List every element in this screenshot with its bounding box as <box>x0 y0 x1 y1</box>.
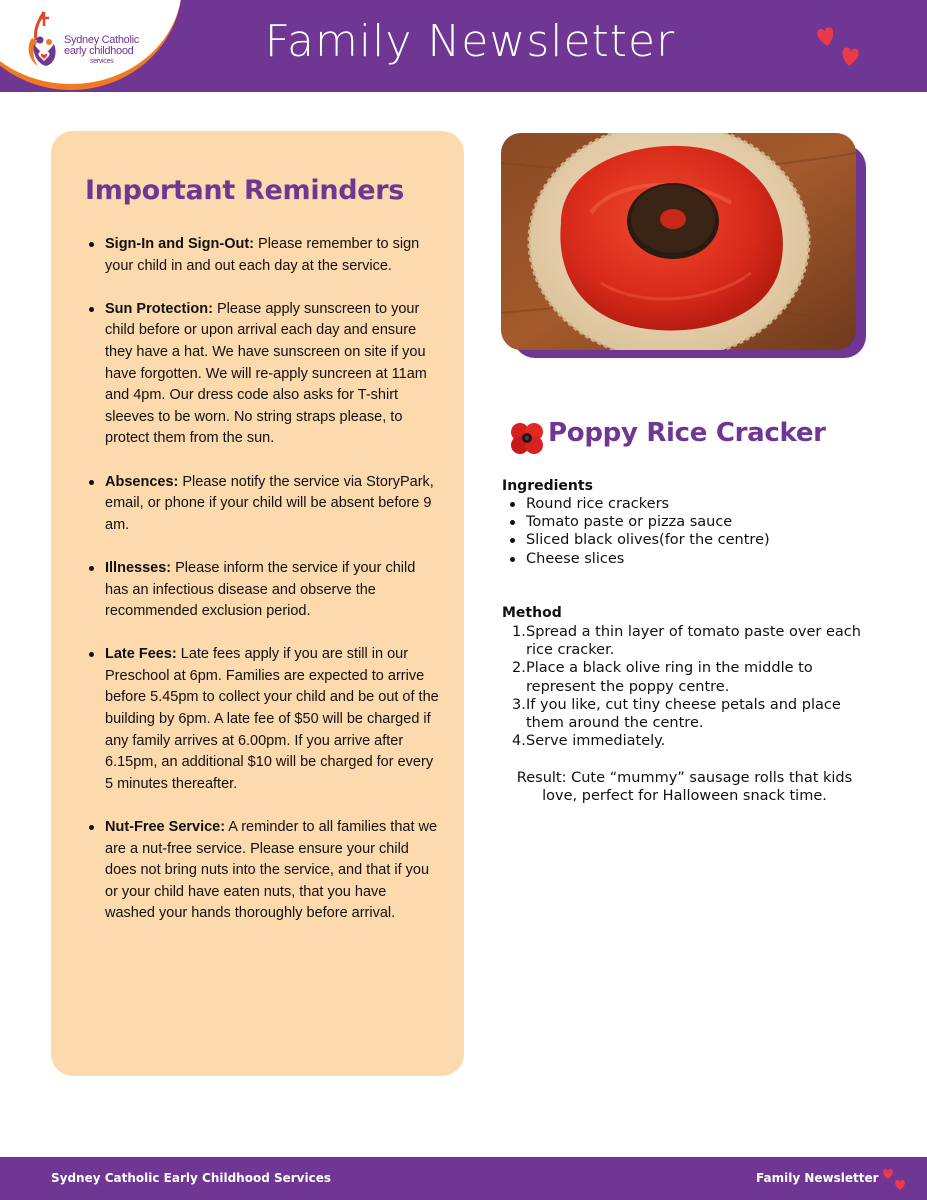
list-item: Sliced black olives(for the centre) <box>502 531 770 549</box>
reminder-text: Please inform the service if your child has an infectious disease and observe the recommended exclusion period. <box>105 559 416 620</box>
reminder-text: Please apply sunscreen to your child before or upon arrival each day and ensure they have a hat. We have sunscreen on site if you have forgotten. We will re-apply suncreen at 11am and 4pm. Our dress code also asks for T-shirt sleeves to be worn. No string straps please, to protect them from the sun. <box>105 300 427 447</box>
logo-line-2: early childhood <box>64 45 134 57</box>
reminder-text: Late fees apply if you are still in our Preschool at 6pm. Families are expected to arrive before 5.45pm to collect your child and be out of the building by 6pm. A late fee of $50 will be charged if any family arrives at 6.00pm. If you arrive after 6.15pm, an additional $10 will be charged for every 5 minutes thereafter. <box>105 646 439 792</box>
heart-icon <box>880 1166 908 1192</box>
logo-line-1: Sydney Catholic <box>64 34 139 46</box>
reminders-list <box>85 234 440 947</box>
list-item: Cheese slices <box>502 550 770 568</box>
reminders-title: Important Reminders <box>85 175 405 206</box>
reminder-label: Absences: <box>105 473 179 490</box>
list-item <box>502 659 872 695</box>
reminder-text: Please remember to sign your child in and out each day at the service. <box>105 236 420 274</box>
reminders-card <box>51 131 464 1076</box>
reminder-text: A reminder to all families that we are a nut-free service. Please ensure your child does not bring nuts into the service, and that if you or your child have eaten nuts, that you have washed your hands thoroughly before arrival. <box>105 819 438 922</box>
reminder-label: Illnesses: <box>105 559 172 576</box>
ingredients-heading: Ingredients <box>502 478 593 494</box>
list-item <box>85 299 440 450</box>
recipe-result: Result: Cute “mummy” sausage rolls that kids love, perfect for Halloween snack time. <box>516 770 853 805</box>
step-number: 4. <box>512 733 526 750</box>
poppy-rice-cracker-photo <box>501 133 856 350</box>
step-text: Place a black olive ring in the middle to represent the poppy centre. <box>526 660 813 695</box>
list-item <box>502 732 872 750</box>
list-item <box>85 234 440 277</box>
reminder-label: Late Fees: <box>105 646 177 663</box>
list-item <box>85 472 440 537</box>
footer-title: Family Newsletter <box>756 1171 879 1185</box>
method-list <box>502 623 872 750</box>
step-text: Serve immediately. <box>526 733 666 750</box>
heart-icon <box>812 22 864 70</box>
step-number: 3. <box>512 696 526 713</box>
header-bar <box>0 0 927 92</box>
list-item <box>85 558 440 623</box>
list-item: Tomato paste or pizza sauce <box>502 513 770 531</box>
reminder-label: Sun Protection: <box>105 300 213 317</box>
step-number: 2. <box>512 660 526 677</box>
reminder-label: Nut-Free Service: <box>105 819 226 836</box>
recipe-title: Poppy Rice Cracker <box>548 418 826 448</box>
list-item <box>502 696 872 732</box>
list-item: Round rice crackers <box>502 495 770 513</box>
footer-bar <box>0 1157 927 1200</box>
reminder-label: Sign-In and Sign-Out: <box>105 236 255 252</box>
poppy-flower-icon <box>510 421 544 455</box>
list-item <box>502 623 872 659</box>
reminder-text: Please notify the service via StoryPark, email, or phone if your child will be absent before 9 am. <box>105 473 434 533</box>
list-item <box>85 644 440 795</box>
page-title: Family Newsletter <box>264 16 676 67</box>
list-item <box>85 817 440 925</box>
footer-organization: Sydney Catholic Early Childhood Services <box>51 1171 332 1185</box>
step-text: If you like, cut tiny cheese petals and place them around the centre. <box>526 696 841 732</box>
ingredients-list <box>502 495 770 568</box>
method-heading: Method <box>502 605 562 621</box>
step-text: Spread a thin layer of tomato paste over each rice cracker. <box>526 624 861 659</box>
logo-line-3: services <box>90 58 114 65</box>
step-number: 1. <box>512 624 526 640</box>
